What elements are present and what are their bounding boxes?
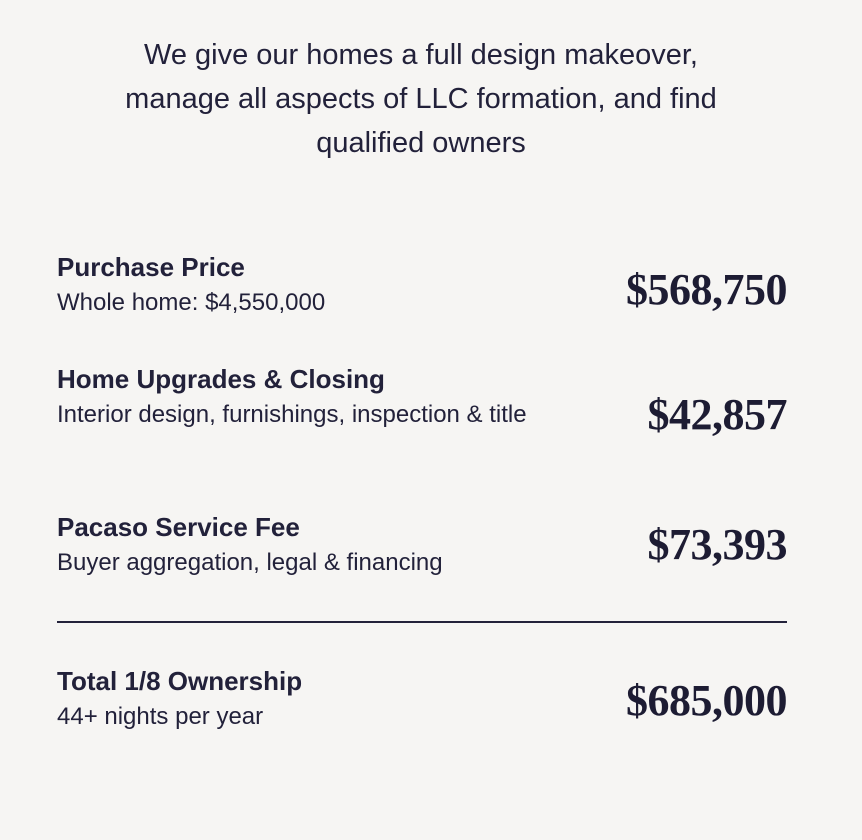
cost-item-price: $42,857 xyxy=(647,390,787,439)
total-title: Total 1/8 Ownership xyxy=(57,666,303,696)
cost-item-title: Pacaso Service Fee xyxy=(57,512,300,542)
cost-item-subtitle: Buyer aggregation, legal & financing xyxy=(57,549,443,576)
cost-item-price: $73,393 xyxy=(647,520,787,569)
cost-item-title: Home Upgrades & Closing xyxy=(57,364,385,394)
cost-item-service-fee xyxy=(57,510,787,581)
cost-item-home-upgrades xyxy=(57,362,787,439)
cost-item-price: $568,750 xyxy=(626,265,787,314)
total-price: $685,000 xyxy=(626,676,787,725)
cost-item-title: Purchase Price xyxy=(57,252,245,282)
intro-text xyxy=(60,33,782,165)
total-ownership-row xyxy=(57,664,787,735)
cost-item-subtitle: Interior design, furnishings, inspection & title xyxy=(57,401,527,428)
total-subtitle: 44+ nights per year xyxy=(57,703,264,730)
intro-line-1: We give our homes a full design makeover, xyxy=(144,39,698,71)
cost-item-purchase-price xyxy=(57,250,787,321)
cost-item-subtitle: Whole home: $4,550,000 xyxy=(57,289,326,316)
intro-line-2: manage all aspects of LLC formation, and find xyxy=(125,83,717,115)
intro-line-3: qualified owners xyxy=(316,127,526,159)
total-divider xyxy=(57,621,787,623)
